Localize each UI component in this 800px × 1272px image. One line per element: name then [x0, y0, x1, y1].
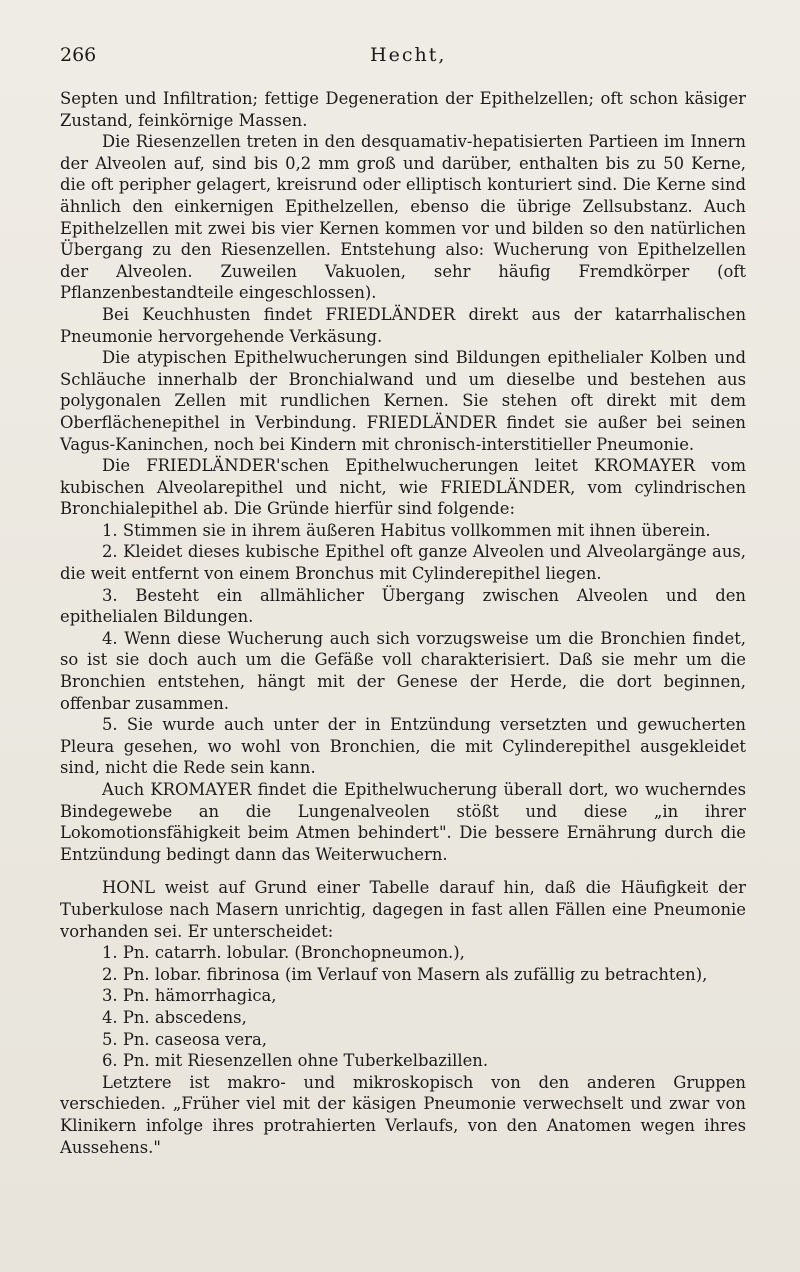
paragraph: Septen und Infiltration; fettige Degeneration der Epithelzellen; oft schon käsiger Zustand, feinkörnige Massen.: [60, 89, 746, 130]
paragraph: Die atypischen Epithelwucherungen sind Bildungen epithelialer Kolben und Schläuche innerhalb der Bronchialwand und um dieselbe und bestehen aus polygonalen Zellen mit rundlichen Kernen. Sie stehen oft direkt mit dem Oberflächenepithel in Verbindung. FRIEDLÄNDER findet sie außer bei seinen Vagus-Kaninchen, noch bei Kindern mit chronisch-interstitieller Pneumonie.: [60, 348, 746, 454]
list-item: 1. Pn. catarrh. lobular. (Bronchopneumon.),: [102, 943, 465, 963]
paragraph: HONL weist auf Grund einer Tabelle darauf hin, daß die Häufigkeit der Tuberkulose nach Masern unrichtig, dagegen in fast allen Fällen eine Pneumonie vorhanden sei. Er unterscheidet:: [60, 878, 746, 941]
paragraph: Die FRIEDLÄNDER'schen Epithelwucherungen leitet KROMAYER vom kubischen Alveolarepithel und nicht, wie FRIEDLÄNDER, vom cylindrischen Bronchialepithel ab. Die Gründe hierfür sind folgende:: [60, 456, 746, 519]
running-head: Hecht,: [370, 44, 447, 66]
section-gap: [60, 865, 746, 877]
paragraph: Auch KROMAYER findet die Epithelwucherung überall dort, wo wucherndes Bindegewebe an die Lungenalveolen stößt und diese „in ihrer Lokomotionsfähigkeit beim Atmen behindert". Die bessere Ernährung durch die Entzündung bedingt dann das Weiterwuchern.: [60, 780, 746, 864]
paragraph: Die Riesenzellen treten in den desquamativ-hepatisierten Partieen im Innern der Alveolen auf, sind bis 0,2 mm groß und darüber, enthalten bis zu 50 Kerne, die oft peripher gelagert, kreisrund oder elliptisch konturiert sind. Die Kerne sind ähnlich den einkernigen Epithelzellen, ebenso die übrige Zellsubstanz. Auch Epithelzellen mit zwei bis vier Kernen kommen vor und bilden so den natürlichen Übergang zu den Riesenzellen. Entstehung also: Wucherung von Epithelzellen der Alveolen. Zuweilen Vakuolen, sehr häufig Fremdkörper (oft Pflanzenbestandteile eingeschlossen).: [60, 132, 746, 303]
paragraph: Letztere ist makro- und mikroskopisch von den anderen Gruppen verschieden. „Früher viel mit der käsigen Pneumonie verwechselt und zwar von Klinikern infolge ihres protrahierten Verlaufs, von den Anatomen wegen ihres Aussehens.": [60, 1072, 746, 1157]
list-item: 5. Pn. caseosa vera,: [102, 1029, 267, 1049]
list-item: 6. Pn. mit Riesenzellen ohne Tuberkelbazillen.: [102, 1051, 489, 1071]
list-item: 3. Pn. hämorrhagica,: [102, 986, 277, 1006]
page-header: [60, 44, 740, 72]
numbered-reason: 1. Stimmen sie in ihrem äußeren Habitus vollkommen mit ihnen überein.: [102, 520, 711, 540]
page-number: 266: [60, 44, 97, 66]
list-item: 2. Pn. lobar. fibrinosa (im Verlauf von Masern als zufällig zu betrachten),: [102, 964, 708, 984]
numbered-reason: 2. Kleidet dieses kubische Epithel oft ganze Alveolen und Alveolargänge aus, die weit entfernt von einem Bronchus mit Cylinderepithel liegen.: [60, 542, 746, 584]
list-item: 4. Pn. abscedens,: [102, 1007, 247, 1027]
numbered-reason: 4. Wenn diese Wucherung auch sich vorzugsweise um die Bronchien findet, so ist sie doch auch um die Gefäße voll charakterisiert. Daß sie mehr um die Bronchien entstehen, hängt mit der Genese der Herde, die dort beginnen, offenbar zusammen.: [60, 628, 746, 713]
numbered-reason: 3. Besteht ein allmählicher Übergang zwischen Alveolen und den epithelialen Bildungen.: [60, 585, 746, 627]
paragraph: Bei Keuchhusten findet FRIEDLÄNDER direkt aus der katarrhalischen Pneumonie hervorgehende Verkäsung.: [60, 304, 746, 346]
numbered-reason: 5. Sie wurde auch unter der in Entzündung versetzten und gewucherten Pleura gesehen, wo wohl von Bronchien, die mit Cylinderepithel ausgekleidet sind, nicht die Rede sein kann.: [60, 715, 746, 778]
body-text: [60, 88, 746, 1158]
